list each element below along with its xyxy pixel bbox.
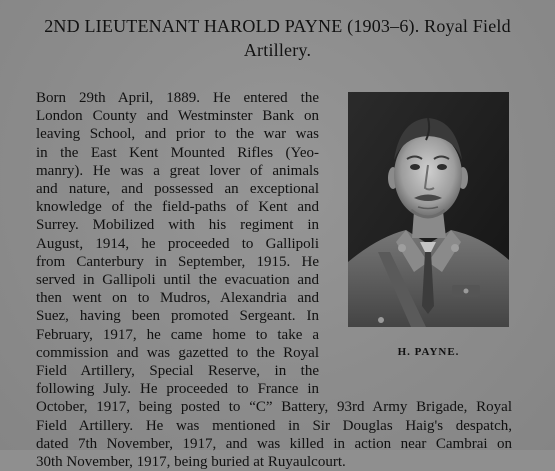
biography-line: London County and Westminster Bank on	[36, 108, 319, 125]
biography-line: and nature, and possessed an exceptional	[36, 181, 319, 198]
biography-line: commission and was gazetted to the Royal	[36, 344, 319, 361]
biography-line: 30th November, 1917, being buried at Ruyaulcourt.	[36, 454, 346, 471]
biography-wide-block	[36, 398, 512, 471]
biography-line: dated 7th November, 1917, and was killed in action near Cambrai on	[36, 435, 512, 452]
biography-line: then went on to Mudros, Alexandria and	[36, 290, 319, 307]
biography-line: Field Artillery, Special Reserve, in the	[36, 363, 319, 380]
biography-line: following July. He proceeded to France in	[36, 381, 319, 398]
page-heading	[0, 14, 555, 62]
biography-text	[36, 89, 512, 471]
heading-line-2: Artillery.	[243, 40, 312, 60]
biography-line: Suez, having been promoted Sergeant. In	[36, 308, 319, 325]
biography-line: knowledge of the field-paths of Kent and	[36, 199, 319, 216]
biography-line: Field Artillery. He was mentioned in Sir Douglas Haig's despatch,	[36, 417, 512, 434]
biography-narrow-block	[36, 89, 512, 398]
biography-line: in the East Kent Mounted Rifles (Yeo-	[36, 144, 319, 161]
heading-line-1: 2ND LIEUTENANT HAROLD PAYNE (1903–6). Royal Field	[44, 16, 511, 36]
biography-line: manry). He was a great lover of animals	[36, 162, 319, 179]
biography-line: served in Gallipoli until the evacuation and	[36, 272, 319, 289]
biography-line: August, 1914, he proceeded to Gallipoli	[36, 235, 319, 252]
biography-line: Surrey. Mobilized with his regiment in	[36, 217, 319, 234]
biography-line: October, 1917, being posted to “C” Battery, 93rd Army Brigade, Royal	[36, 399, 512, 416]
biography-line: February, 1917, he came home to take a	[36, 326, 319, 343]
biography-line: leaving School, and prior to the war was	[36, 126, 319, 143]
portrait-caption: H. PAYNE.	[397, 346, 460, 358]
biography-line: Born 29th April, 1889. He entered the	[36, 90, 319, 106]
biography-line: from Canterbury in September, 1915. He	[36, 253, 319, 270]
